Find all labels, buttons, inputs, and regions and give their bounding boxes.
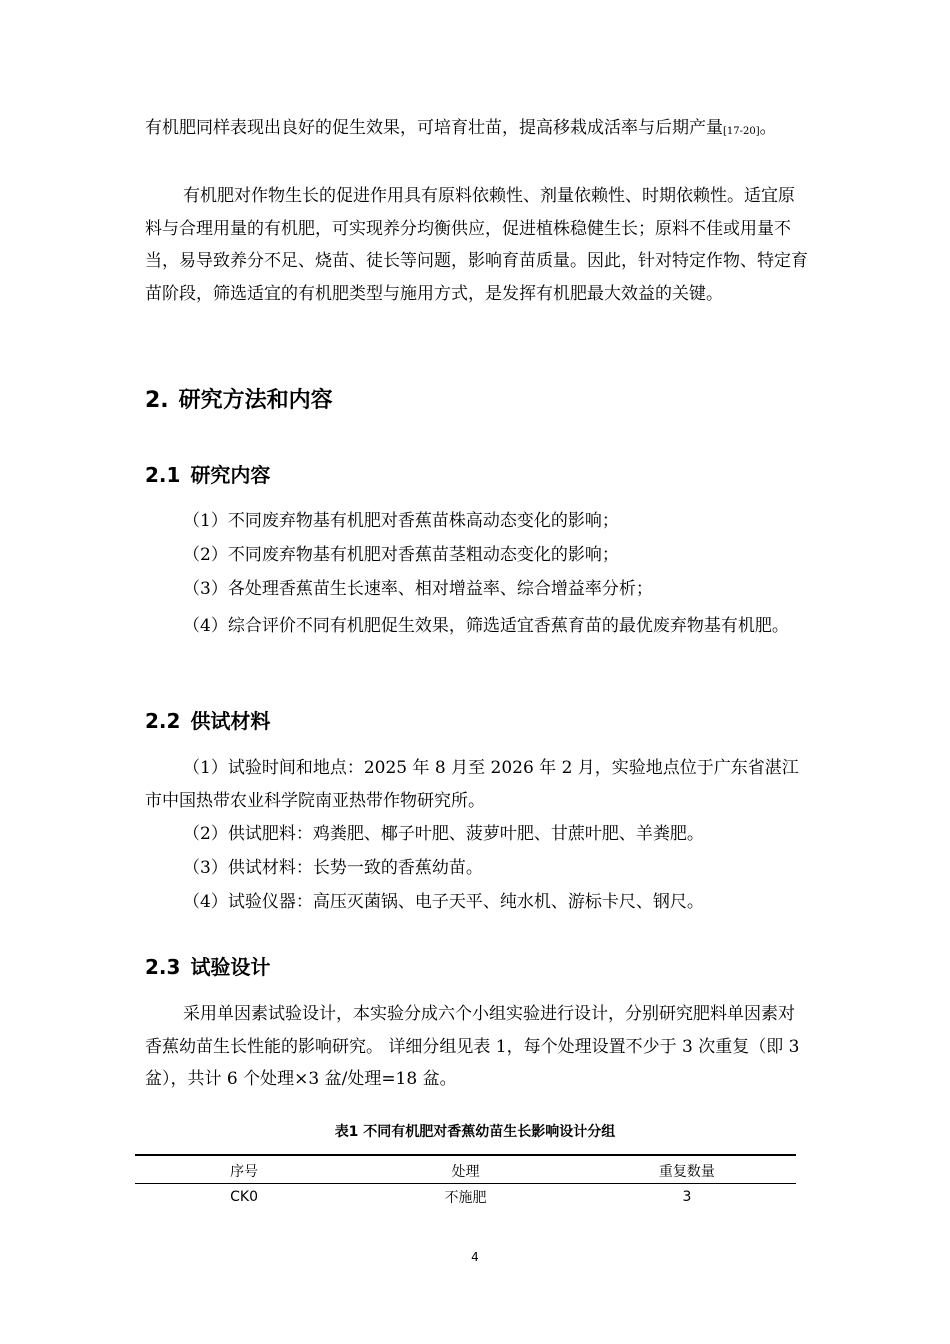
- section-2-heading: [145, 383, 333, 414]
- intro-paragraph-2: 有机肥对作物生长的促进作用具有原料依赖性、剂量依赖性、时期依赖性。适宜原料与合理用量的有机肥，可实现养分均衡供应，促进植株稳健生长；原料不佳或用量不当，易导致养分不足、烧苗、徒长等问题，影响育苗质量。因此，针对特定作物、特定育苗阶段，筛选适宜的有机肥类型与施用方式，是发挥有机肥最大效益的关键。: [145, 186, 808, 304]
- section-2-3-heading: [145, 951, 270, 980]
- cell-treatment: 不施肥: [444, 1190, 487, 1206]
- header-replicates: 重复数量: [578, 1155, 796, 1184]
- section-2-3-title: 试验设计: [190, 955, 271, 979]
- content-item-2: （2）不同废弃物基有机肥对香蕉苗茎粗动态变化的影响；: [183, 545, 619, 565]
- section-2-number: 2.: [145, 388, 169, 413]
- citation: [17-20]: [723, 126, 760, 137]
- intro-paragraph-1-end: 。: [759, 118, 777, 138]
- material-item-1: （1）试验时间和地点：2025 年 8 月至 2026 年 2 月，实验地点位于广东省湛江市中国热带农业科学院南亚热带作物研究所。: [145, 758, 799, 811]
- content-item-4: （4）综合评价不同有机肥促生效果，筛选适宜香蕉育苗的最优废弃物基有机肥。: [183, 616, 789, 636]
- section-2-2-title: 供试材料: [190, 709, 271, 733]
- intro-paragraph-1: [145, 112, 810, 145]
- page-number: 4: [471, 1250, 479, 1264]
- table-header-row: [135, 1155, 796, 1184]
- design-table: [135, 1154, 796, 1210]
- section-2-title: 研究方法和内容: [178, 388, 333, 413]
- header-index: 序号: [135, 1155, 353, 1184]
- section-2-1-title: 研究内容: [190, 463, 271, 487]
- section-2-2-heading: [145, 705, 270, 734]
- content-item-1: （1）不同废弃物基有机肥对香蕉苗株高动态变化的影响；: [183, 511, 619, 531]
- cell-replicates: 3: [682, 1189, 692, 1205]
- cell-index: CK0: [230, 1189, 258, 1205]
- section-2-1-number: 2.1: [145, 463, 181, 487]
- material-item-2: （2）供试肥料：鸡粪肥、椰子叶肥、菠萝叶肥、甘蔗叶肥、羊粪肥。: [183, 824, 704, 844]
- section-2-2-number: 2.2: [145, 709, 181, 733]
- material-item-4: （4）试验仪器：高压灭菌锅、电子天平、纯水机、游标卡尺、钢尺。: [183, 892, 704, 912]
- section-2-1-heading: [145, 459, 270, 488]
- content-item-3: （3）各处理香蕉苗生长速率、相对增益率、综合增益率分析；: [183, 579, 653, 599]
- table-caption: 表1 不同有机肥对香蕉幼苗生长影响设计分组: [334, 1124, 616, 1140]
- design-paragraph: 采用单因素试验设计，本实验分成六个小组实验进行设计，分别研究肥料单因素对香蕉幼苗生长性能的影响研究。 详细分组见表 1，每个处理设置不少于 3 次重复（即 3 盆），共计 6 个处理×3 盆/处理=18 盆。: [145, 1004, 800, 1089]
- material-item-3: （3）供试材料：长势一致的香蕉幼苗。: [183, 858, 483, 878]
- section-2-3-number: 2.3: [145, 955, 181, 979]
- table-row: [135, 1184, 796, 1211]
- header-treatment: 处理: [353, 1155, 578, 1184]
- intro-paragraph-1-text: 有机肥同样表现出良好的促生效果，可培育壮苗，提高移栽成活率与后期产量: [145, 118, 723, 138]
